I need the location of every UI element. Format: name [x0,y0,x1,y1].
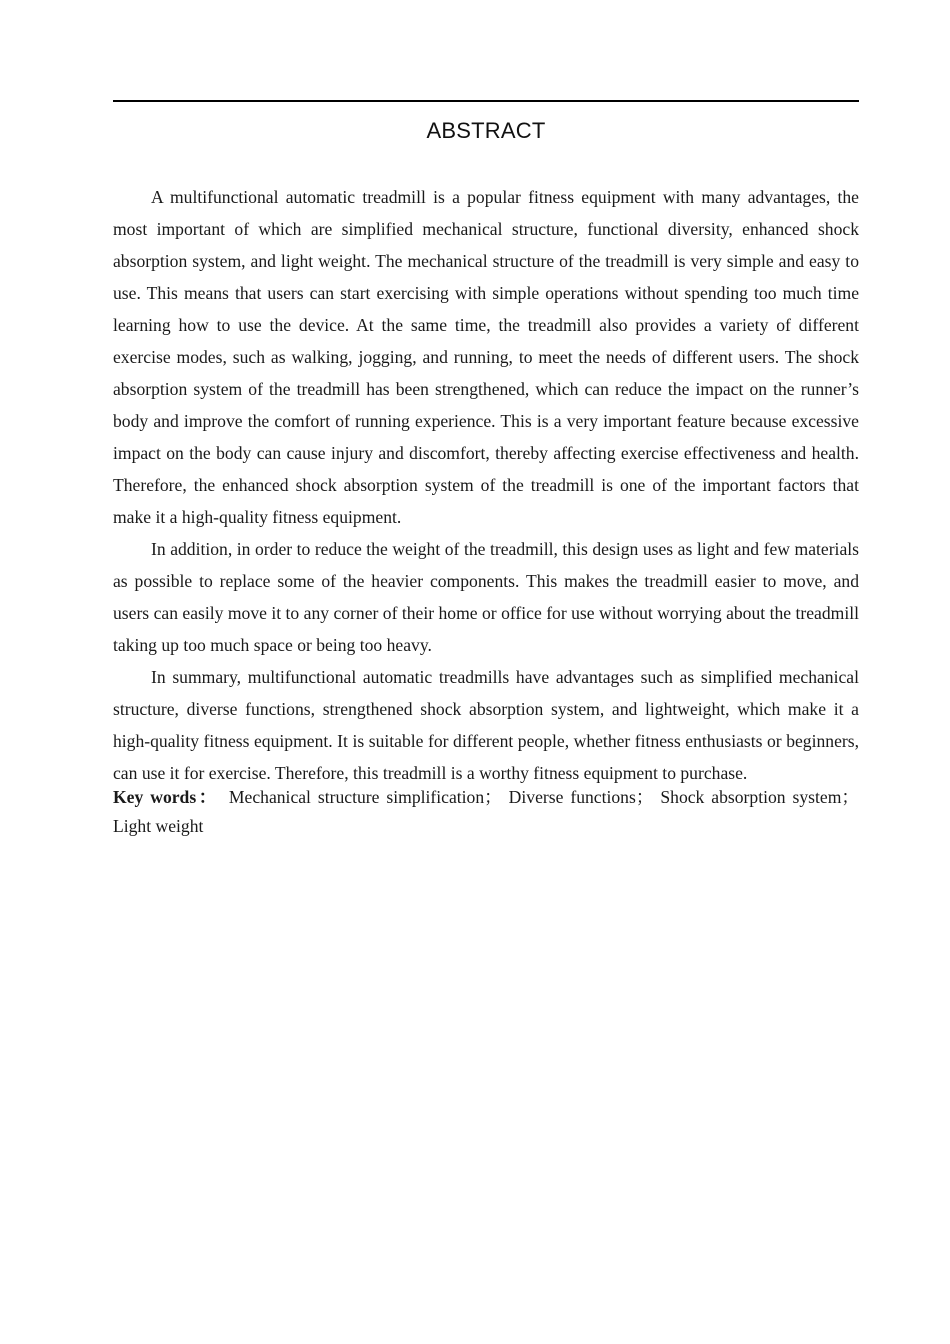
abstract-paragraph-1: A multifunctional automatic treadmill is a popular fitness equipment with many advantages, the most important of which are simplified mechanical structure, functional diversity, enhanced shock absorption system, and light weight. The mechanical structure of the treadmill is very simple and easy to use. This means that users can start exercising with simple operations without spending too much time learning how to use the device. At the same time, the treadmill also provides a variety of different exercise modes, such as walking, jogging, and running, to meet the needs of different users. The shock absorption system of the treadmill has been strengthened, which can reduce the impact on the runner’s body and improve the comfort of running experience. This is a very important feature because excessive impact on the body can cause injury and discomfort, thereby affecting exercise effectiveness and health. Therefore, the enhanced shock absorption system of the treadmill is one of the important factors that make it a high-quality fitness equipment. [113,187,859,527]
header-rule [113,100,859,102]
abstract-paragraph-3: In summary, multifunctional automatic treadmills have advantages such as simplified mechanical structure, diverse functions, strengthened shock absorption system, and lightweight, which make it a high-quality fitness equipment. It is suitable for different people, whether fitness enthusiasts or beginners, can use it for exercise. Therefore, this treadmill is a worthy fitness equipment to purchase. [113,667,859,783]
keywords-line [113,783,859,841]
keywords-label: Key words： [113,787,219,807]
keywords-text: Mechanical structure simplification； Diverse functions； Shock absorption system；Light weight [113,787,859,836]
abstract-paragraph-2: In addition, in order to reduce the weight of the treadmill, this design uses as light and few materials as possible to replace some of the heavier components. This makes the treadmill easier to move, and users can easily move it to any corner of their home or office for use without worrying about the treadmill taking up too much space or being too heavy. [113,539,859,655]
abstract-body [113,181,859,841]
abstract-title: ABSTRACT [426,118,546,143]
